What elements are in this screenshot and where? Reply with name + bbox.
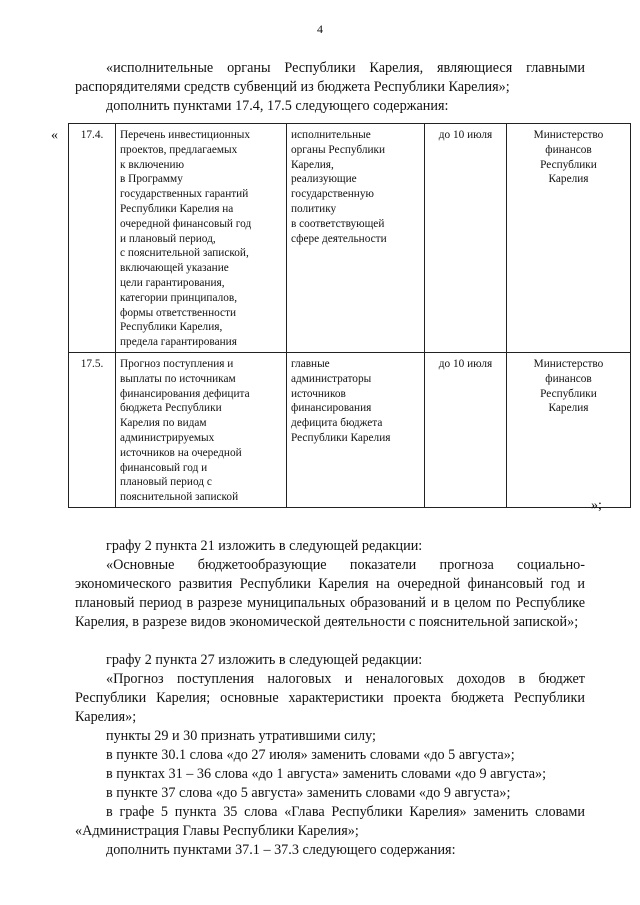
cell-line: финансовый год и — [120, 461, 208, 474]
cell-line: главные — [291, 357, 330, 370]
cell-line: финансов — [545, 372, 592, 385]
cell-line: включающей указание — [120, 262, 229, 275]
cell-line: Перечень инвестиционных — [120, 129, 250, 141]
item-executor-cell — [287, 124, 425, 353]
item-number-cell: 17.5. — [69, 352, 116, 507]
paragraph-item-27-text: «Прогноз поступления налоговых и неналоговых доходов в бюджет Республики Карелия; основные характеристики проекта бюджета Республики Карелия»; — [75, 671, 585, 725]
item-responsible-cell — [507, 124, 631, 353]
cell-line: администраторы — [291, 372, 372, 385]
table-closing-quote: »; — [591, 498, 602, 513]
intro-add-items-text: дополнить пунктами 17.4, 17.5 следующего содержания: — [106, 98, 449, 114]
items-table — [68, 123, 631, 508]
cell-line: дефицита бюджета — [291, 417, 383, 430]
cell-line: бюджета Республики — [120, 402, 222, 415]
cell-line: финансирования — [291, 402, 372, 415]
item-number-cell: 17.4. — [69, 124, 116, 353]
table-opening-quote: « — [51, 128, 58, 143]
cell-line: Республики Карелия на — [120, 202, 234, 215]
paragraph-items-31-36: в пунктах 31 – 36 слова «до 1 августа» заменить словами «до 9 августа»; — [106, 766, 547, 782]
cell-line: очередной финансовый год — [120, 217, 252, 230]
cell-line: Республики — [540, 387, 597, 400]
cell-line: Министерство — [533, 357, 604, 370]
cell-line: пояснительной запиской — [120, 491, 239, 504]
item-term-cell: до 10 июля — [425, 124, 507, 353]
cell-line: финансирования дефицита — [120, 387, 250, 400]
cell-line: Карелия — [548, 402, 589, 415]
cell-line: Карелия по видам — [120, 417, 207, 430]
paragraph-item-21-text: «Основные бюджетообразующие показатели прогноза социально-экономического развития Республики Карелия на очередной финансовый год и плановый период в разрезе муниципальных образований и в целом по Республике Карелия, в разрезе видов экономической деятельности с пояснительной запиской»; — [75, 557, 585, 630]
cell-line: Прогноз поступления и — [120, 357, 234, 370]
item-name-cell — [116, 124, 287, 353]
cell-line: цели гарантирования, — [120, 276, 225, 289]
cell-line: Республики Карелия — [291, 431, 391, 444]
cell-line: Карелия — [548, 173, 589, 186]
cell-line: сфере деятельности — [291, 232, 387, 245]
cell-line: Министерство — [533, 129, 604, 141]
cell-line: Карелия, — [291, 158, 334, 171]
cell-line: категории принципалов, — [120, 291, 238, 304]
cell-line: с пояснительной запиской, — [120, 247, 249, 260]
cell-line: источников на очередной — [120, 446, 242, 459]
table-row — [69, 124, 631, 353]
cell-line: исполнительные — [291, 129, 371, 141]
paragraph-item-27-heading: графу 2 пункта 27 изложить в следующей редакции: — [106, 652, 423, 668]
cell-line: политику — [291, 202, 337, 215]
cell-line: финансов — [545, 143, 592, 156]
item-responsible-cell — [507, 352, 631, 507]
intro-quote-text: «исполнительные органы Республики Карелия, являющиеся главными распорядителями средств субвенций из бюджета Республики Карелия»; — [75, 60, 585, 95]
paragraph-add-items-37: дополнить пунктами 37.1 – 37.3 следующего содержания: — [106, 842, 456, 858]
cell-line: и плановый период, — [120, 232, 216, 245]
page-number: 4 — [317, 22, 323, 36]
cell-line: администрируемых — [120, 431, 215, 444]
cell-line: формы ответственности — [120, 306, 237, 319]
cell-line: плановый период с — [120, 476, 212, 489]
cell-line: проектов, предлагаемых — [120, 143, 238, 156]
paragraph-item-21-heading: графу 2 пункта 21 изложить в следующей редакции: — [106, 538, 423, 554]
paragraph-item-37: в пункте 37 слова «до 5 августа» заменить словами «до 9 августа»; — [106, 785, 511, 801]
cell-line: государственных гарантий — [120, 188, 249, 201]
cell-line: Республики — [540, 158, 597, 171]
items-table-body — [69, 124, 631, 508]
cell-line: в соответствующей — [291, 217, 385, 230]
cell-line: к включению — [120, 158, 185, 171]
paragraph-item-30-1: в пункте 30.1 слова «до 27 июля» заменить словами «до 5 августа»; — [106, 747, 515, 763]
item-term-cell: до 10 июля — [425, 352, 507, 507]
paragraph-items-29-30: пункты 29 и 30 признать утратившими силу; — [106, 728, 376, 744]
cell-line: в Программу — [120, 173, 183, 186]
cell-line: предела гарантирования — [120, 336, 237, 349]
paragraph-item-35: в графе 5 пункта 35 слова «Глава Республики Карелия» заменить словами «Администрация Главы Республики Карелия»; — [75, 804, 585, 839]
cell-line: выплаты по источникам — [120, 372, 236, 385]
cell-line: реализующие — [291, 173, 357, 186]
cell-line: Республики Карелия, — [120, 321, 223, 334]
cell-line: органы Республики — [291, 143, 386, 156]
item-name-cell — [116, 352, 287, 507]
cell-line: источников — [291, 387, 346, 400]
cell-line: государственную — [291, 188, 374, 201]
item-executor-cell — [287, 352, 425, 507]
table-row — [69, 352, 631, 507]
